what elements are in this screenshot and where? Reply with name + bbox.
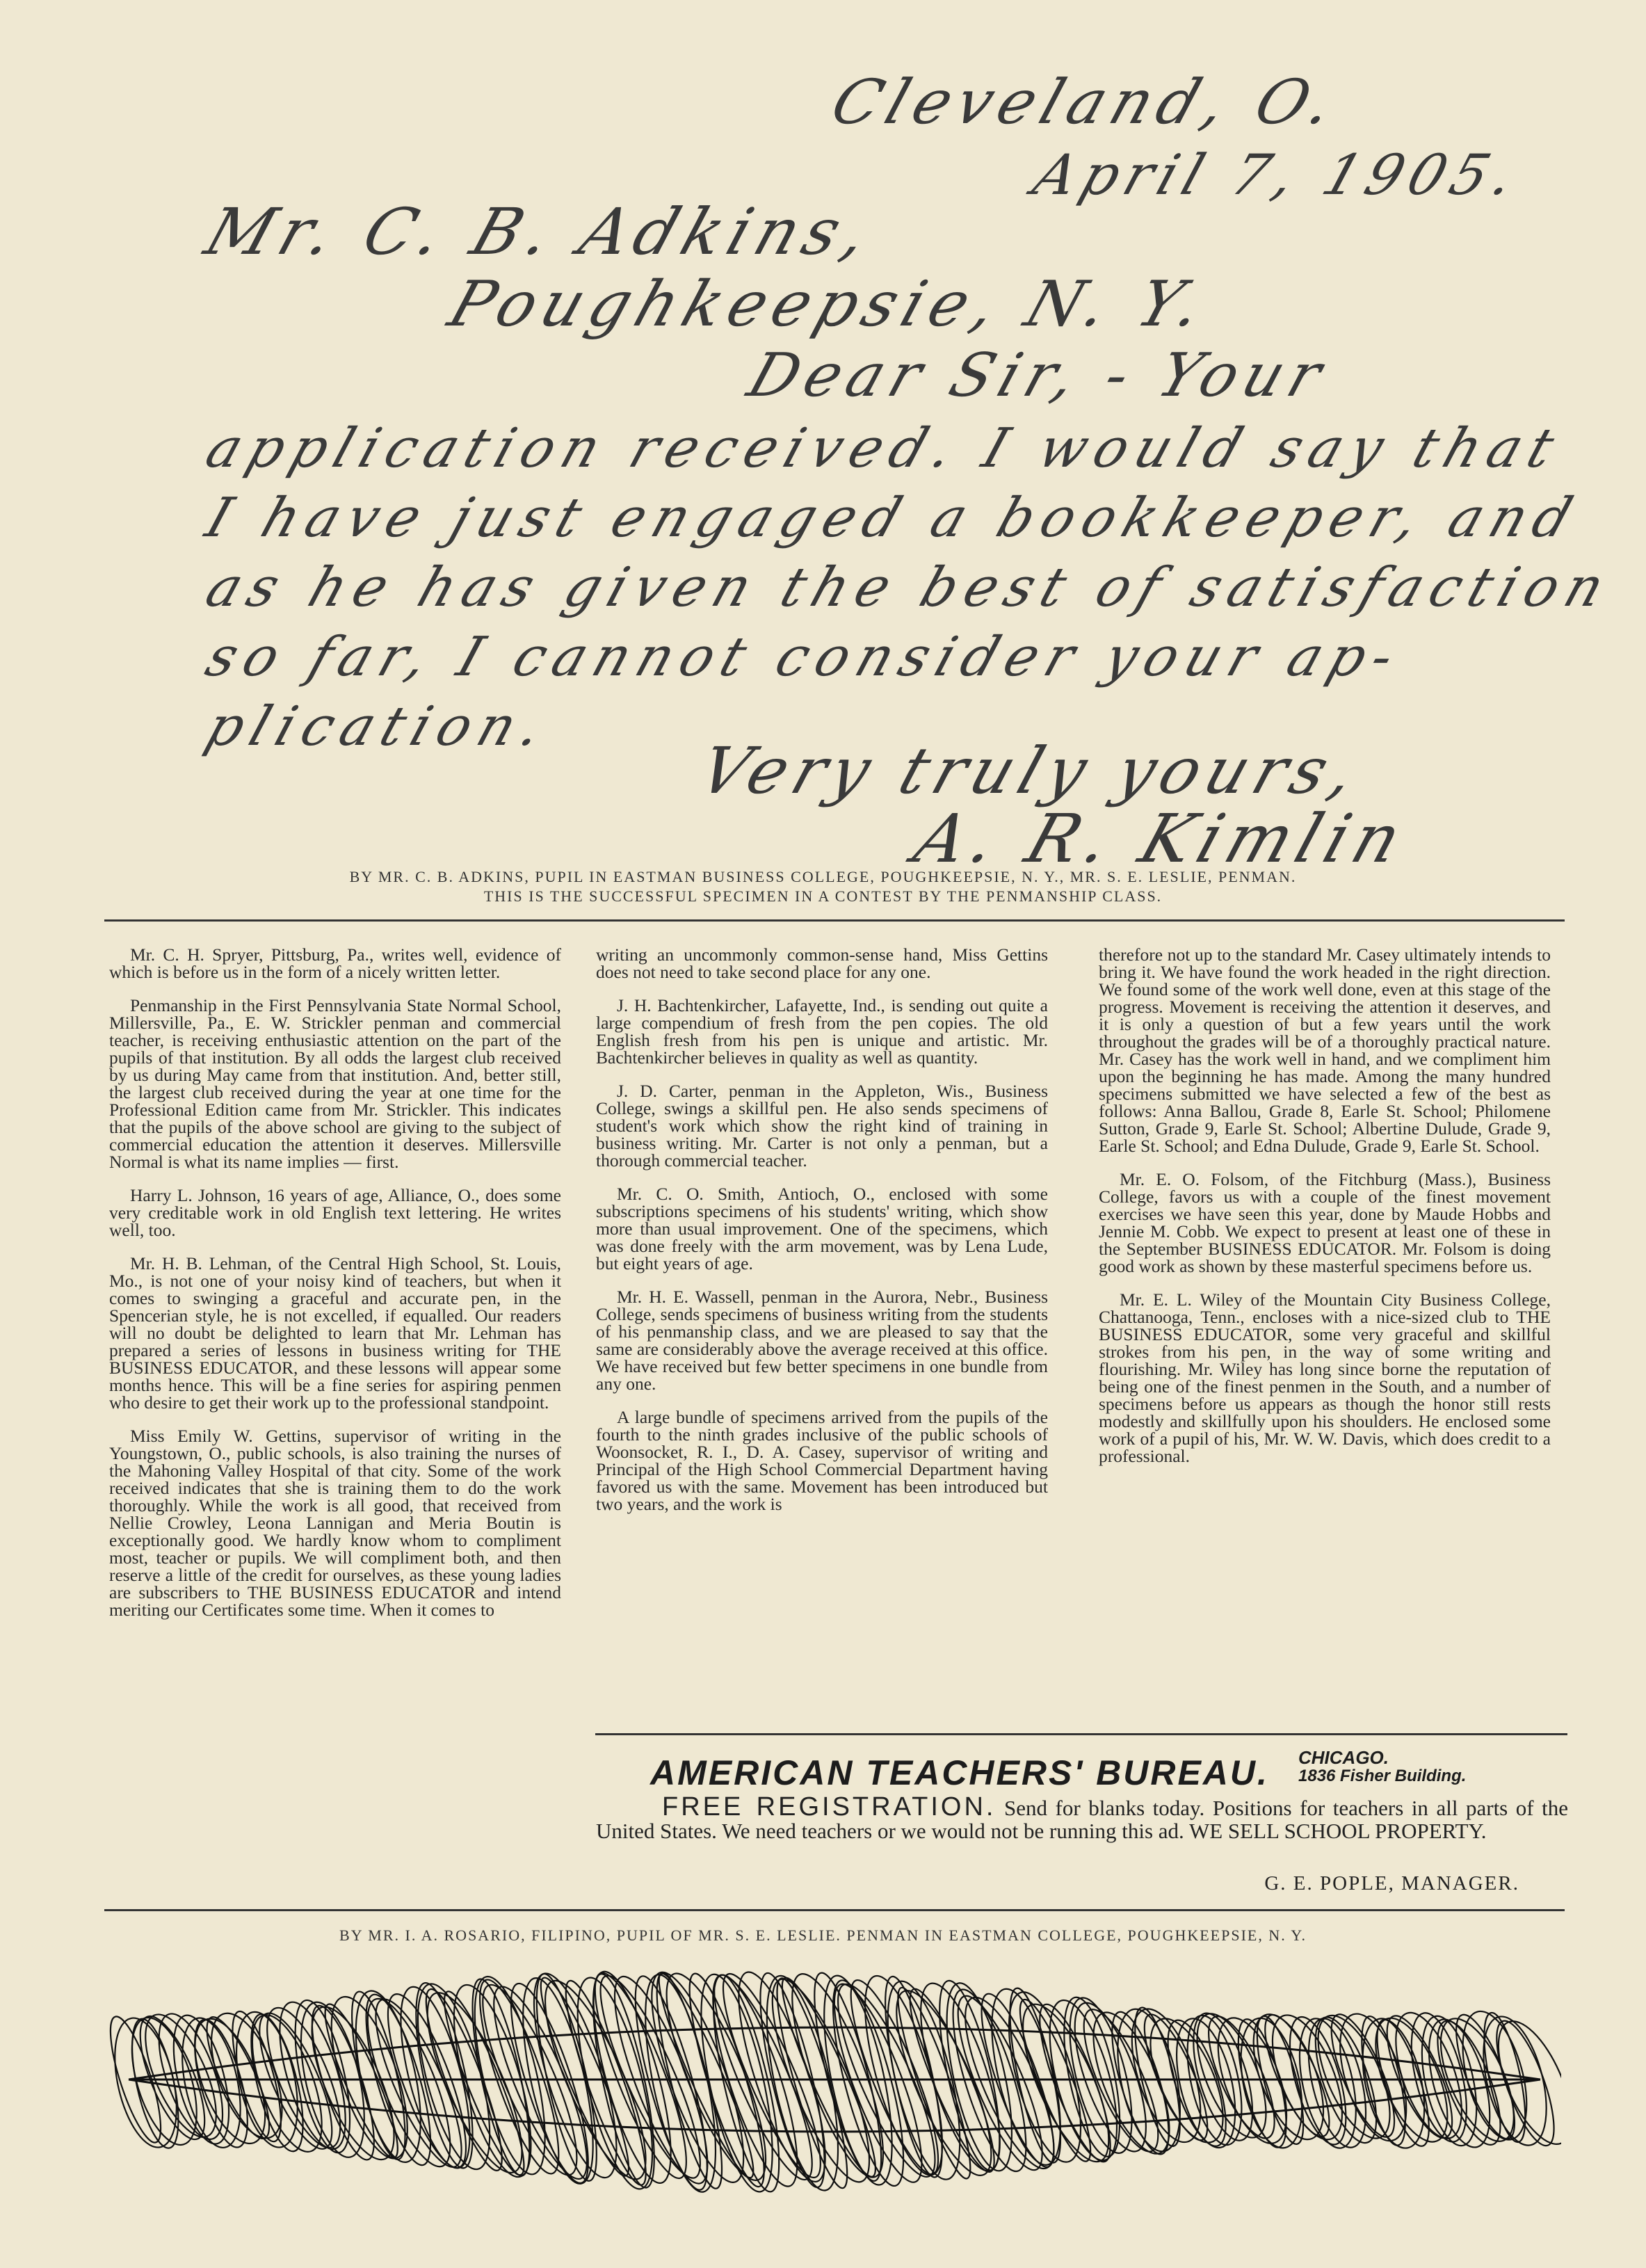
text-column-1	[109, 946, 561, 1634]
paragraph: Harry L. Johnson, 16 years of age, Alliance, O., does some very creditable work in old English text lettering. He writes well, too.	[109, 1185, 561, 1240]
letter-body-line: so far, I cannot consider your ap-	[198, 626, 1410, 689]
letter-closing: Very truly yours,	[690, 734, 1372, 808]
letter-town: Poughkeepsie, N. Y.	[439, 268, 1219, 341]
paragraph: writing an uncommonly common-sense hand, Miss Gettins does not need to take second place for any one.	[596, 944, 1048, 982]
text-column-3	[1099, 946, 1551, 1481]
paragraph: Mr. H. B. Lehman, of the Central High School, St. Louis, Mo., is not one of your noisy kind of teachers, but when it comes to swinging a graceful and accurate pen, in the Spencerian style, he is not excelled, if equalled. Our readers will no doubt be delighted to learn that Mr. Lehman has prepared a series of lessons in business writing for THE BUSINESS EDUCATOR, and these lessons will appear some months hence. This will be a fine series for aspiring penmen who desire to get their work up to the professional standpoint.	[109, 1253, 561, 1413]
flourish-loop	[634, 1963, 761, 2191]
ad-body	[596, 1792, 1569, 1843]
ad-manager: G. E. POPLE, MANAGER.	[1264, 1872, 1519, 1895]
flourish-loop	[1253, 2008, 1342, 2144]
paragraph: J. H. Bachtenkircher, Lafayette, Ind., is sending out quite a large compendium of fresh from the pen copies. The old English fresh from his pen is unique and artistic. Mr. Bachtenkircher believes in quality as well as quantity.	[596, 995, 1048, 1068]
flourish-loop	[1231, 2013, 1313, 2153]
divider-rule	[104, 919, 1565, 922]
letter-salutation: Dear Sir, - Your	[739, 341, 1337, 410]
flourish-loop	[1101, 2006, 1181, 2160]
ad-free-registration: FREE REGISTRATION.	[662, 1792, 997, 1821]
paragraph: Penmanship in the First Pennsylvania State Normal School, Millersville, Pa., E. W. Strickler penman and commercial teacher, is receiving enthusiastic attention on the part of the pupils of that institution. By all odds the largest club received by us during May came from that institution. And, better still, the largest club received during the year at one time for the Professional Edition came from Mr. Strickler. This indicates that the pupils of the above school are giving to the subject of commercial education the attention it deserves. Millersville Normal is what its name implies — first.	[109, 995, 561, 1172]
letter-recipient: Mr. C. B. Adkins,	[196, 195, 885, 269]
letter-body-line: as he has given the best of satisfaction	[198, 556, 1620, 619]
ad-title: AMERICAN TEACHERS' BUREAU.	[650, 1753, 1269, 1792]
flourish-loop	[1239, 2005, 1338, 2148]
paragraph: Mr. H. E. Wassell, penman in the Aurora, Nebr., Business College, sends specimens of business writing from the students of his penmanship class, and we are pleased to say that the same are considerably above the average received at this office. We have received but few better specimens in one bundle from any one.	[596, 1287, 1048, 1394]
ad-heading	[650, 1753, 1269, 1793]
ad-address: 1836 Fisher Building.	[1298, 1767, 1467, 1785]
specimen-caption-line2: THIS IS THE SUCCESSFUL SPECIMEN IN A CONTEST BY THE PENMANSHIP CLASS.	[483, 887, 1163, 905]
paragraph: Mr. E. L. Wiley of the Mountain City Business College, Chattanooga, Tenn., encloses with a nice-sized club to THE BUSINESS EDUCATOR, some very graceful and skillful strokes from his pen, in the way of some writing and flourishing. Mr. Wiley has long since borne the reputation of being one of the finest penmen in the South, and a number of specimens before us appears as though the honor still rests modestly and skillfully upon his shoulders. He enclosed some work of a pupil of his, Mr. W. W. Davis, which does credit to a professional.	[1099, 1289, 1551, 1466]
ad-divider-rule	[595, 1733, 1567, 1735]
ad-city: CHICAGO.	[1298, 1747, 1389, 1768]
text-column-2	[596, 946, 1048, 1529]
paragraph: therefore not up to the standard Mr. Casey ultimately intends to bring it. We have found the work headed in the right direction. We found some of the work well done, even at this stage of the progress. Movement is receiving the attention it deserves, and it is only a question of but a few years until the work throughout the grades will be of a thoroughly practical nature. Mr. Casey has the work well in hand, and we compliment him upon the beginning he has made. Among the many hundred specimens submitted we have selected a few of the best as follows: Anna Ballou, Grade 8, Earle St. School; Philomene Sutton, Grade 9, Earle St. School; Albertine Dulude, Grade 9, Earle St. School; and Edna Dulude, Grade 9, Earle St. School.	[1099, 944, 1551, 1156]
paragraph: Mr. C. H. Spryer, Pittsburg, Pa., writes well, evidence of which is before us in the form of a nicely written letter.	[109, 944, 561, 982]
letter-body-line: application received. I would say that	[198, 417, 1570, 480]
letter-city: Cleveland, O.	[823, 66, 1350, 138]
letter-signature: A. R. Kimlin	[905, 800, 1418, 878]
flourish-caption: BY MR. I. A. ROSARIO, FILIPINO, PUPIL OF MR. S. E. LESLIE. PENMAN IN EASTMAN COLLEGE, POUGHKEEPSIE, N. Y.	[339, 1927, 1307, 1944]
letter-date: April 7, 1905.	[1025, 143, 1530, 207]
ad-body-text: Send for blanks today. Positions for teachers in all parts of the United States. We need teachers or we would not be running this ad. WE SELL SCHOOL PROPERTY.	[596, 1796, 1569, 1843]
ad-location	[1298, 1748, 1466, 1786]
flourish-loop	[477, 1977, 604, 2188]
flourish-specimen	[108, 1961, 1561, 2198]
paragraph: Miss Emily W. Gettins, supervisor of writing in the Youngstown, O., public schools, is also training the nurses of the Mahoning Valley Hospital of that city. Some of the work received indicates that she is training them to do the work thoroughly. While the work is all good, that received from Nellie Crowley, Leona Lannigan and Meria Boutin is exceptionally good. We hardly know whom to compliment most, teacher or pupils. We will compliment both, and then reserve a little of the credit for ourselves, as these young ladies are subscribers to THE BUSINESS EDUCATOR and intend meriting our Certificates some time. When it comes to	[109, 1426, 561, 1620]
paragraph: J. D. Carter, penman in the Appleton, Wis., Business College, swings a skillful pen. He also sends specimens of student's work which show the right kind of training in business writing. Mr. Carter is not only a penman, but a thorough commercial teacher.	[596, 1081, 1048, 1171]
flourish-loop	[1485, 2015, 1561, 2152]
teachers-bureau-advertisement	[596, 1740, 1568, 1897]
flourish-loop	[1417, 2013, 1502, 2154]
flourish-loop	[241, 2009, 314, 2156]
paragraph: Mr. C. O. Smith, Antioch, O., enclosed with some subscriptions specimens of his students' writing, which show more than usual improvement. One of the specimens, which was done freely with the arm movement, was by Lena Lude, but eight years of age.	[596, 1184, 1048, 1273]
specimen-caption-line1: BY MR. C. B. ADKINS, PUPIL IN EASTMAN BUSINESS COLLEGE, POUGHKEEPSIE, N. Y., MR. S. E. LESLIE, PENMAN.	[349, 868, 1297, 885]
paragraph: A large bundle of specimens arrived from the pupils of the fourth to the ninth grades inclusive of the public schools of Woonsocket, R. I., D. A. Casey, supervisor of writing and Principal of the High School Commercial Department having favored us with the same. Movement has been introduced but two years, and the work is	[596, 1407, 1048, 1514]
letter-body-line: plication.	[198, 695, 558, 758]
flourish-loop	[874, 1972, 954, 2181]
divider-rule	[104, 1909, 1565, 1911]
paragraph: Mr. E. O. Folsom, of the Fitchburg (Mass.), Business College, favors us with a couple of the finest movement exercises we have seen this year, done by Maude Hobbs and Jennie M. Cobb. We expect to present at least one of these in the September BUSINESS EDUCATOR. Mr. Folsom is doing good work as shown by these masterful specimens before us.	[1099, 1169, 1551, 1276]
letter-body-line: I have just engaged a bookkeeper, and	[198, 487, 1588, 549]
